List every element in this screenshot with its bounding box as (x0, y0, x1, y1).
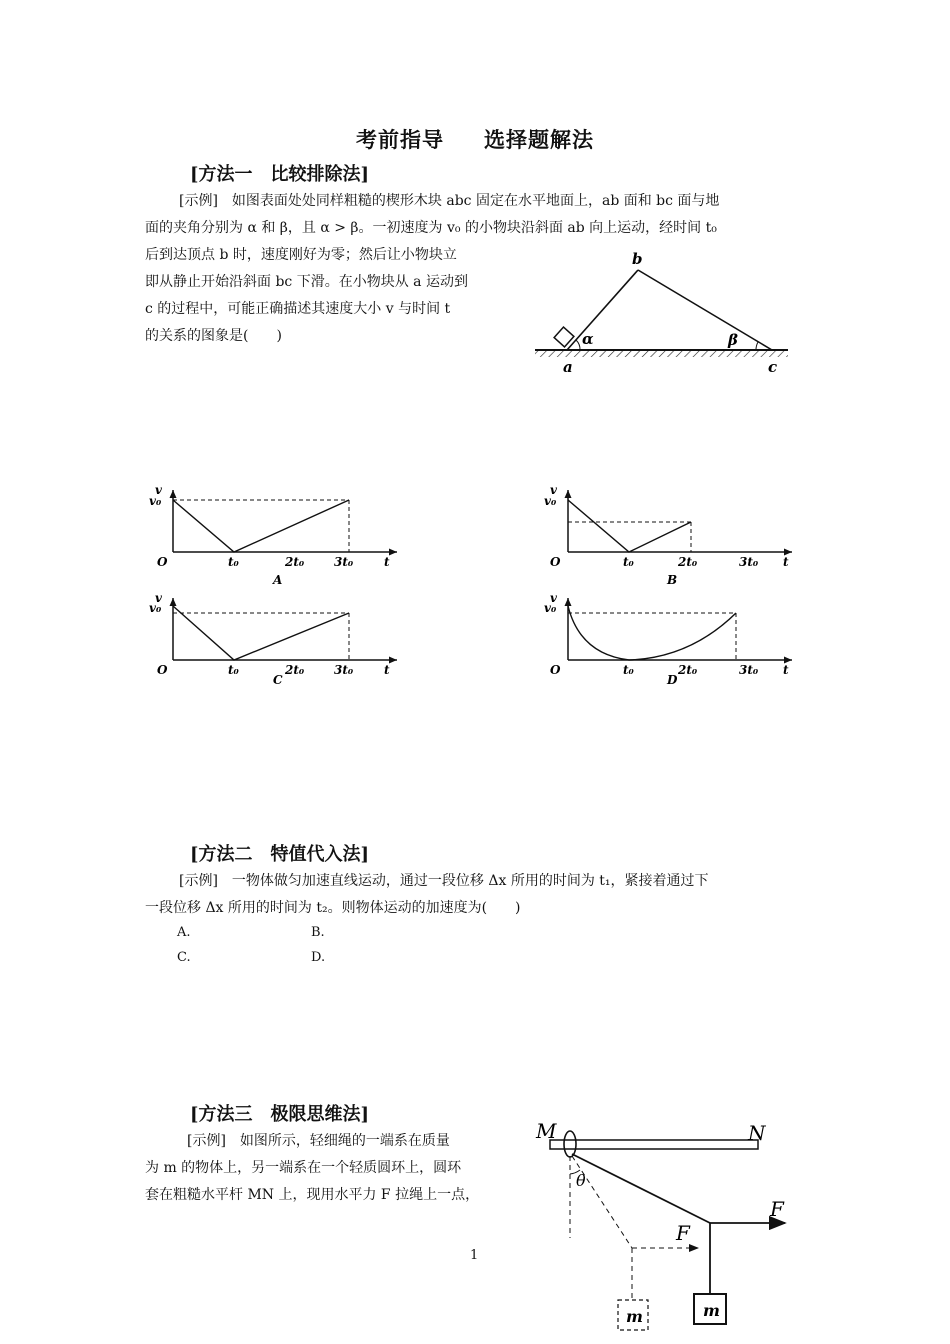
label-f: F (770, 1197, 784, 1221)
label-alpha: α (582, 330, 594, 348)
title-part1: 考前指导 (356, 127, 444, 152)
label-n-rod: N (748, 1121, 766, 1145)
graph-a (145, 480, 405, 590)
graph-a-t: t (384, 555, 390, 569)
graph-b-3t0: 3t₀ (739, 555, 759, 569)
method3-line3: 套在粗糙水平杆 MN 上，现用水平力 F 拉绳上一点， (145, 1187, 480, 1203)
label-c: c (768, 358, 778, 376)
rope-figure (530, 1118, 800, 1338)
method2-line1: [示例] 一物体做匀加速直线运动，通过一段位移 Δx 所用的时间为 t₁，紧接着通过下 (179, 873, 709, 889)
graph-a-v0: v₀ (149, 494, 162, 508)
method2-heading: [方法二 特值代入法] (190, 844, 370, 865)
method3-line2: 为 m 的物体上，另一端系在一个轻质圆环上，圆环 (145, 1160, 462, 1176)
graph-b (540, 480, 800, 590)
graph-a-2t0: 2t₀ (285, 555, 305, 569)
page-number: 1 (470, 1248, 479, 1263)
graph-b-v-arrow (565, 490, 572, 498)
graph-d-curve (568, 606, 736, 660)
method2-line2: 一段位移 Δx 所用的时间为 t₂。则物体运动的加速度为( ) (145, 900, 521, 916)
small-block (554, 327, 574, 347)
graph-d (540, 592, 800, 697)
graph-b-o: O (550, 555, 561, 569)
method3-line1: [示例] 如图所示，轻细绳的一端系在质量 (187, 1133, 450, 1149)
graph-a-o: O (157, 555, 168, 569)
graph-d-o: O (550, 663, 561, 677)
graph-d-t0: t₀ (623, 663, 634, 677)
graph-b-v: v (550, 483, 557, 497)
label-theta: θ (576, 1171, 586, 1190)
graph-a-3t0: 3t₀ (334, 555, 354, 569)
method2-option-d: D. (311, 950, 326, 965)
label-beta: β (728, 331, 738, 349)
method1-line3: 后到达顶点 b 时，速度刚好为零；然后让小物块立 (145, 247, 457, 263)
graph-b-t: t (783, 555, 789, 569)
graph-c-option: C (273, 673, 283, 687)
graph-b-v0: v₀ (544, 494, 557, 508)
graph-d-t: t (783, 663, 789, 677)
method1-line5: c 的过程中，可能正确描述其速度大小 v 与时间 t (145, 301, 451, 317)
method2-option-a: A. (177, 925, 191, 940)
graph-a-v: v (155, 483, 162, 497)
label-mass-m-dashed: m (626, 1307, 643, 1326)
method2-text (145, 868, 815, 922)
page-title (0, 124, 950, 154)
method1-line1: [示例] 如图表面处处同样粗糙的楔形木块 abc 固定在水平地面上，ab 面和 bc 面与地 (179, 193, 720, 209)
graph-a-option: A (273, 573, 283, 587)
graph-d-v0: v₀ (544, 601, 557, 615)
graph-c-o: O (157, 663, 168, 677)
graph-c-t: t (384, 663, 390, 677)
graph-c (145, 592, 405, 697)
label-a: a (563, 358, 573, 376)
graph-a-t-arrow (389, 549, 397, 556)
graph-a-v-arrow (170, 490, 177, 498)
method1-line4: 即从静止开始沿斜面 bc 下滑。在小物块从 a 运动到 (145, 274, 468, 290)
face-ab (567, 270, 638, 350)
graph-a-t0: t₀ (228, 555, 239, 569)
method2-option-c: C. (177, 950, 191, 965)
graph-d-3t0: 3t₀ (739, 663, 759, 677)
graph-c-curve (173, 606, 349, 660)
method3-heading: [方法三 极限思维法] (190, 1104, 370, 1125)
graph-c-2t0: 2t₀ (285, 663, 305, 677)
face-bc (638, 270, 772, 350)
graph-b-t0: t₀ (623, 555, 634, 569)
rod-mn (550, 1140, 758, 1149)
label-b: b (632, 250, 643, 268)
title-part2: 选择题解法 (484, 127, 594, 152)
graph-d-v: v (550, 592, 557, 605)
ground-hatch (535, 351, 788, 357)
graph-c-v: v (155, 592, 162, 605)
graph-c-v-arrow (170, 598, 177, 606)
label-mass-m: m (703, 1301, 720, 1320)
graph-c-t0: t₀ (228, 663, 239, 677)
method1-line2: 面的夹角分别为 α 和 β，且 α > β。一初速度为 v₀ 的小物块沿斜面 ab 向上运动，经时间 t₀ (145, 220, 717, 236)
graph-d-option: D (667, 673, 678, 687)
label-f-dashed: F (676, 1221, 690, 1245)
graph-d-2t0: 2t₀ (678, 663, 698, 677)
graph-d-v-arrow (565, 598, 572, 606)
wedge-figure (530, 248, 795, 378)
method3-text (145, 1128, 515, 1209)
graph-c-3t0: 3t₀ (334, 663, 354, 677)
graph-b-option: B (667, 573, 678, 587)
graph-b-curve (568, 500, 691, 552)
graph-a-curve (173, 500, 349, 552)
alpha-arc (576, 340, 580, 350)
method2-option-b: B. (311, 925, 325, 940)
label-m-rod: M (536, 1119, 557, 1143)
beta-arc (756, 342, 758, 350)
graph-c-t-arrow (389, 657, 397, 664)
method1-heading: [方法一 比较排除法] (190, 164, 370, 185)
graph-b-2t0: 2t₀ (678, 555, 698, 569)
method1-line6: 的关系的图象是( ) (145, 328, 282, 344)
graph-c-v0: v₀ (149, 601, 162, 615)
